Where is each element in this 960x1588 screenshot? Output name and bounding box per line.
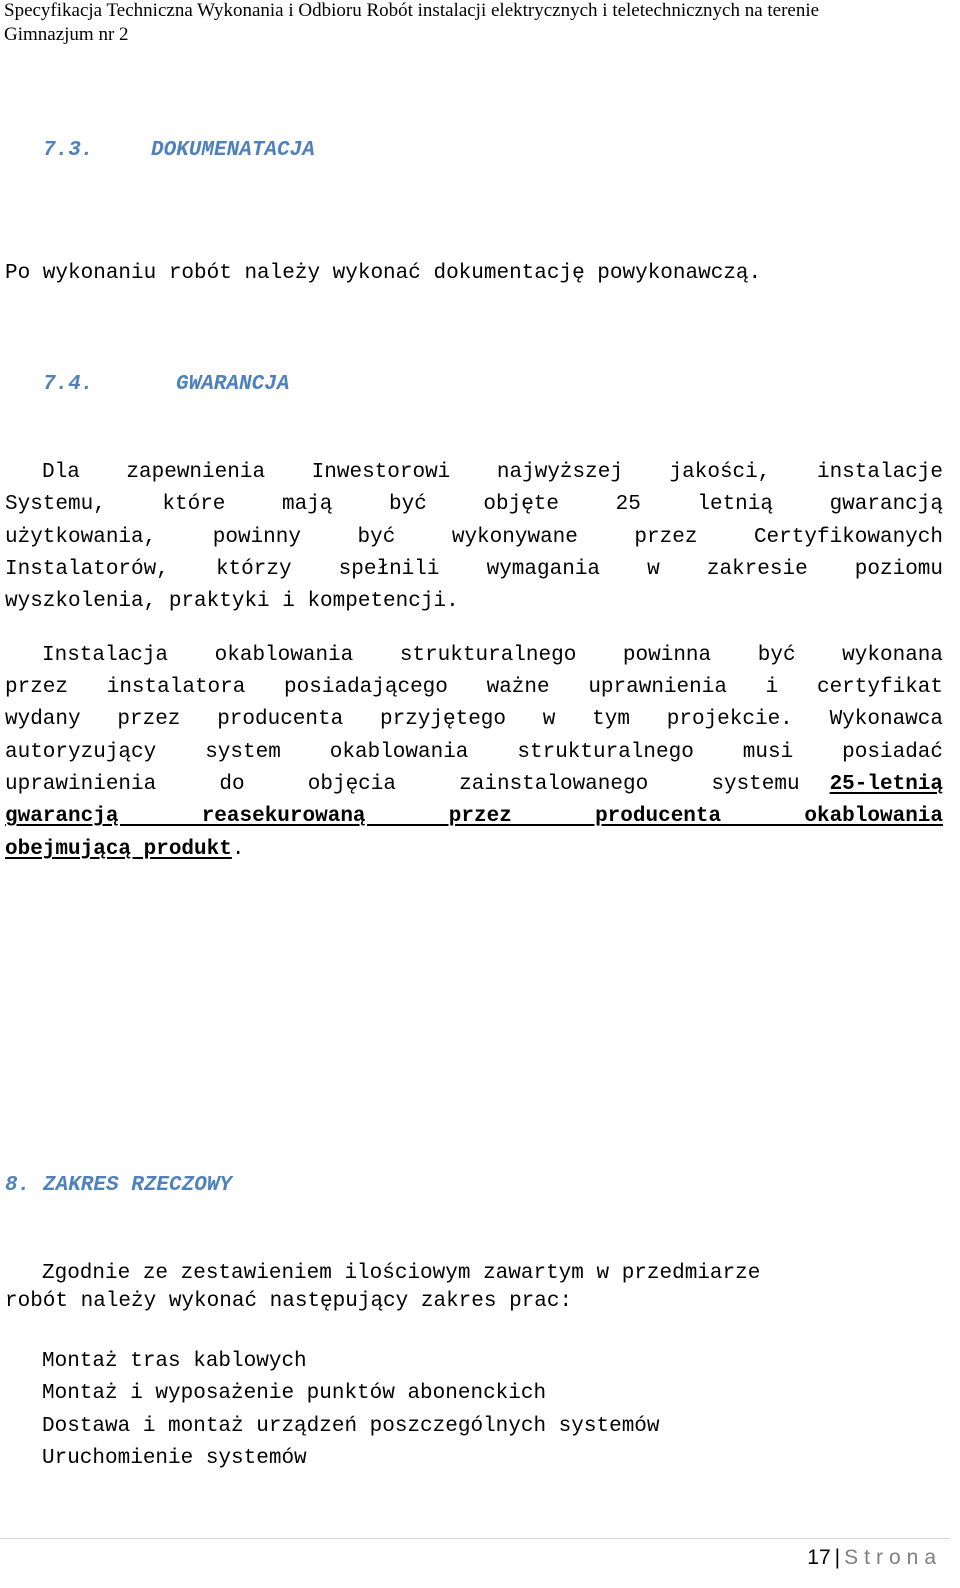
scope-list-item: Montaż i wyposażenie punktów abonenckich bbox=[42, 1382, 547, 1405]
guarantee-para2-line4: autoryzujący system okablowania strukturalnego musi posiadać bbox=[5, 741, 943, 764]
section-7-3-body: Po wykonaniu robót należy wykonać dokumentację powykonawczą. bbox=[5, 262, 762, 285]
guarantee-para2-line1: Instalacja okablowania strukturalnego powinna być wykonana bbox=[42, 644, 943, 667]
page-number-value: 17 bbox=[807, 1546, 831, 1569]
section-7-3-number: 7.3. bbox=[43, 139, 94, 162]
page-number bbox=[807, 1546, 942, 1570]
document-header-title: Specyfikacja Techniczna Wykonania i Odbioru Robót instalacji elektrycznych i teletechnicznych na terenie bbox=[4, 0, 820, 21]
guarantee-para1-line1: Dla zapewnienia Inwestorowi najwyższej jakości, instalacje bbox=[42, 461, 943, 484]
scope-list-item: Dostawa i montaż urządzeń poszczególnych systemów bbox=[42, 1415, 660, 1438]
guarantee-para2-line3: wydany przez producenta przyjętego w tym projekcie. Wykonawca bbox=[5, 708, 943, 731]
guarantee-para2-line5-plain: uprawinienia do objęcia zainstalowanego systemu bbox=[5, 773, 800, 796]
guarantee-para2-line5 bbox=[5, 773, 943, 797]
section-7-3-title: DOKUMENATACJA bbox=[151, 139, 315, 162]
page-number-label: Strona bbox=[844, 1546, 942, 1569]
document-header-subtitle: Gimnazjum nr 2 bbox=[4, 24, 129, 45]
section-8-number: 8. bbox=[5, 1174, 31, 1197]
scope-intro-line2: robót należy wykonać następujący zakres prac: bbox=[5, 1290, 573, 1313]
footer-divider bbox=[0, 1538, 950, 1539]
scope-list-item: Montaż tras kablowych bbox=[42, 1350, 307, 1373]
guarantee-para1-line5: wyszkolenia, praktyki i kompetencji. bbox=[5, 590, 459, 613]
scope-list-item: Uruchomienie systemów bbox=[42, 1447, 307, 1470]
guarantee-para1-line3: użytkowania, powinny być wykonywane przez Certyfikowanych bbox=[5, 526, 943, 549]
section-7-4-number: 7.4. bbox=[43, 373, 94, 396]
guarantee-para2-line6: gwarancją reasekurowaną przez producenta okablowania bbox=[5, 805, 943, 828]
section-8-title: ZAKRES RZECZOWY bbox=[43, 1174, 233, 1197]
guarantee-product-text: obejmującą produkt bbox=[5, 838, 232, 861]
guarantee-para1-line4: Instalatorów, którzy spełnili wymagania w zakresie poziomu bbox=[5, 558, 943, 581]
guarantee-para2-line2: przez instalatora posiadającego ważne uprawnienia i certyfikat bbox=[5, 676, 943, 699]
guarantee-para2-line7 bbox=[5, 838, 943, 862]
section-7-4-title: GWARANCJA bbox=[176, 373, 290, 396]
scope-intro-line1: Zgodnie ze zestawieniem ilościowym zawartym w przedmiarze bbox=[42, 1262, 761, 1285]
guarantee-para1-line2: Systemu, które mają być objęte 25 letnią gwarancją bbox=[5, 493, 943, 516]
guarantee-para2-end: . bbox=[231, 838, 245, 861]
guarantee-25-year-text: 25-letnią bbox=[829, 773, 943, 796]
page-number-separator: | bbox=[834, 1546, 841, 1569]
